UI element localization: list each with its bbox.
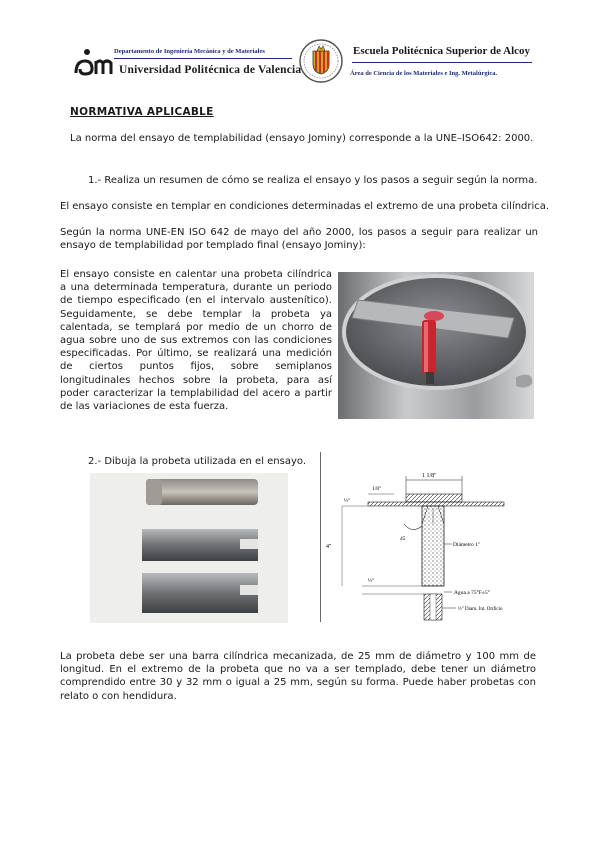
paragraph-2: Según la norma UNE-EN ISO 642 de mayo del año 2000, los pasos a seguir para realizar un ensayo de templabilidad por templado final (ensayo Jominy):: [60, 227, 538, 252]
question-1: 1.- Realiza un resumen de cómo se realiza el ensayo y los pasos a seguir según la norma.: [88, 175, 538, 186]
specimens-photo: [90, 473, 288, 623]
angle-label: 45: [400, 536, 406, 542]
header: [0, 0, 600, 90]
school-name: Escuela Politécnica Superior de Alcoy: [353, 45, 531, 57]
dim-half-low-label: ½": [368, 578, 375, 584]
area-name: Área de Ciencia de los Materiales e Ing. Metalúrgica.: [350, 70, 498, 77]
norma-paragraph: La norma del ensayo de templabilidad (ensayo Jominy) corresponde a la UNE–ISO642: 2000.: [70, 133, 534, 144]
dim-4-label: 4": [326, 544, 332, 550]
question-2: 2.- Dibuja la probeta utilizada en el ensayo.: [88, 456, 307, 467]
paragraph-3: El ensayo consiste en calentar una probeta cilíndrica a una determinada temperatura, durante un periodo de tiempo especificado (en el intervalo austenítico). Seguidamente, se debe templar la probeta ya calentada, se templará por medio de un chorro de agua sobre uno de sus extremos con las condiciones especificadas. Por último, se realizará una medición de ciertos puntos fijos, sobre semiplanos longitudinales hechos sobre la probeta, para así poder caracterizar la templabilidad del acero a partir de las variaciones de esta fuerza.: [60, 269, 332, 413]
school-crest-icon: [298, 38, 344, 84]
paragraph-4: La probeta debe ser una barra cilíndrica mecanizada, de 25 mm de diámetro y 100 mm de longitud. En el extremo de la probeta que no va a ser templado, debe tener un diámetro comprendido entre 30 y 32 mm o igual a 25 mm, según su forma. Puede haber probetas con relato o con hendidura.: [60, 651, 536, 702]
dim-top-label: 1 1/8": [422, 473, 437, 479]
water-label: Agua a 75°F±5°: [454, 590, 490, 596]
jominy-technical-drawing: [326, 468, 540, 628]
orifice-label: ½" Diam. Int. Orificio: [458, 607, 503, 612]
dim-half-label: ½": [344, 498, 351, 504]
dim-logo-icon: [72, 47, 116, 77]
paragraph-1: El ensayo consiste en templar en condiciones determinadas el extremo de una probeta cilíndrica.: [60, 201, 550, 212]
department-name: Departamento de Ingeniería Mecánica y de Materiales: [114, 48, 265, 55]
figure-divider: [320, 452, 321, 622]
section-heading: NORMATIVA APLICABLE: [70, 106, 214, 118]
header-rule-right: [352, 62, 532, 63]
diameter-label: Diámetro 1": [453, 542, 481, 548]
university-name: Universidad Politécnica de Valencia: [119, 64, 302, 76]
dim-1-8-label: 1/8": [372, 486, 382, 492]
jominy-apparatus-photo: [338, 272, 534, 419]
header-rule-left: [114, 58, 292, 59]
